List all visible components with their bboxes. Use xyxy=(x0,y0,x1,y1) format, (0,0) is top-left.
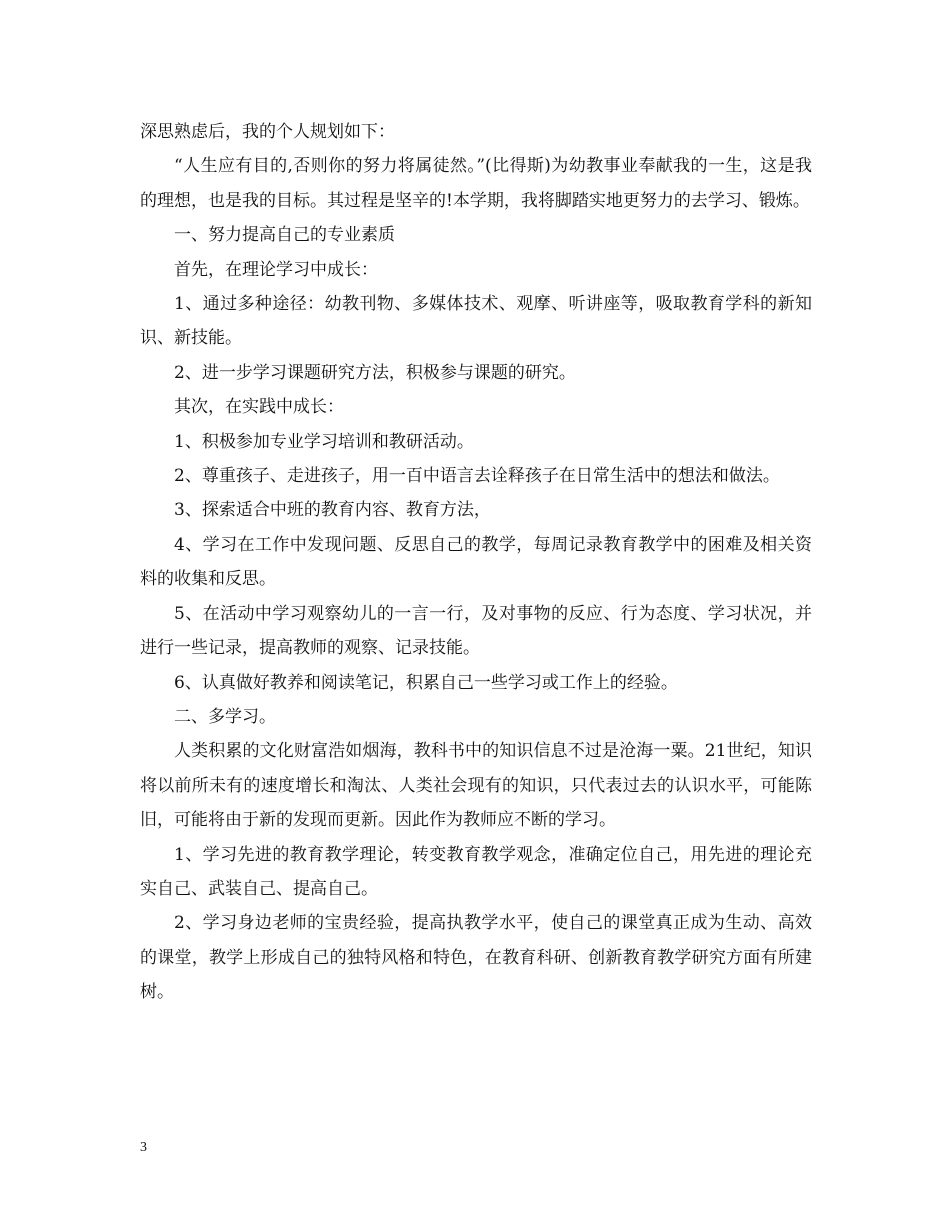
paragraph: 首先，在理论学习中成长： xyxy=(174,259,378,280)
paragraph: 深思熟虑后，我的个人规划如下： xyxy=(140,122,395,142)
list-item: 2、尊重孩子、走进孩子，用一百中语言去诠释孩子在日常生活中的想法和做法。 xyxy=(174,466,780,487)
list-item: 6、认真做好教养和阅读笔记，积累自己一些学习或工作上的经验。 xyxy=(174,672,678,693)
paragraph: “人生应有目的,否则你的努力将属徒然。”(比得斯)为幼教事业奉献我的一生，这是我的理想，也是我的目标。其过程是坚辛的!本学期，我将脚踏实地更努力的去学习、锻炼。 xyxy=(140,156,812,211)
list-item: 2、进一步学习课题研究方法，积极参与课题的研究。 xyxy=(174,362,576,383)
list-item: 1、积极参加专业学习培训和教研活动。 xyxy=(174,431,474,452)
page-number: 3 xyxy=(140,1140,147,1155)
list-item: 5、在活动中学习观察幼儿的一言一行，及对事物的反应、行为态度、学习状况，并进行一些记录，提高教师的观察、记录技能。 xyxy=(140,603,812,659)
paragraph: 人类积累的文化财富浩如烟海，教科书中的知识信息不过是沧海一粟。21世纪，知识将以前所未有的速度增长和淘汰、人类社会现有的知识，只代表过去的认识水平，可能陈旧，可能将由于新的发现而更新。因此作为教师应不断的学习。 xyxy=(140,741,812,831)
list-item: 1、学习先进的教育教学理论，转变教育教学观念，准确定位自己，用先进的理论充实自己、武装自己、提高自己。 xyxy=(140,844,812,899)
document-body xyxy=(140,115,812,1010)
list-item: 3、探索适合中班的教育内容、教育方法， xyxy=(174,500,491,521)
list-item: 2、学习身边老师的宝贵经验，提高执教学水平，使自己的课堂真正成为生动、高效的课堂，教学上形成自己的独特风格和特色，在教育科研、创新教育教学研究方面有所建树。 xyxy=(140,913,812,1003)
list-item: 1、通过多种途径：幼教刊物、多媒体技术、观摩、听讲座等，吸取教育学科的新知识、新技能。 xyxy=(140,294,812,349)
section-heading: 一、努力提高自己的专业素质 xyxy=(174,225,395,246)
paragraph: 其次，在实践中成长： xyxy=(174,397,344,418)
list-item: 4、学习在工作中发现问题、反思自己的教学，每周记录教育教学中的困难及相关资料的收集和反思。 xyxy=(140,534,812,590)
section-heading: 二、多学习。 xyxy=(174,706,276,727)
